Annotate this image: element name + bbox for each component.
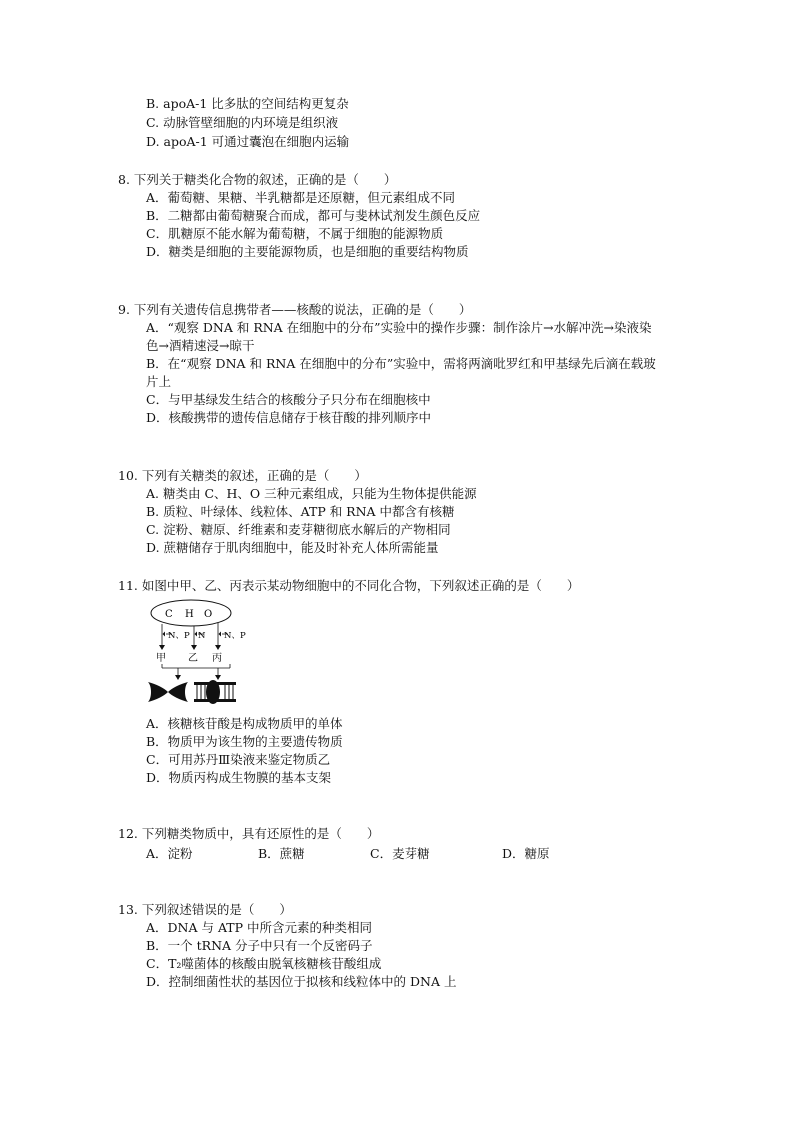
q13-option-b: B．一个 tRNA 分子中只有一个反密码子 [146,938,373,953]
q9-option-c: C．与甲基绿发生结合的核酸分子只分布在细胞核中 [146,392,431,407]
q11-option-a: A．核糖核苷酸是构成物质甲的单体 [146,716,343,731]
q8-option-a: A．葡萄糖、果糖、半乳糖都是还原糖，但元素组成不同 [146,190,456,205]
label-jia: 甲 [156,653,166,664]
q11-option-c: C．可用苏丹Ⅲ染液来鉴定物质乙 [146,752,331,767]
q7-option-c: C. 动脉管壁细胞的内环境是组织液 [146,115,339,130]
q10-stem: 10. 下列有关糖类的叙述，正确的是（ ） [118,468,367,483]
element-o: O [204,609,213,620]
q13-option-d: D．控制细菌性状的基因位于拟核和线粒体中的 DNA 上 [146,974,457,989]
q9-option-a-line2: 色→酒精速浸→晾干 [146,338,255,353]
q11-option-d: D．物质丙构成生物膜的基本支架 [146,770,332,785]
membrane-icon [194,680,236,704]
q9-stem: 9. 下列有关遗传信息携带者——核酸的说法，正确的是（ ） [118,302,472,317]
q11-stem: 11. 如图中甲、乙、丙表示某动物细胞中的不同化合物，下列叙述正确的是（ ） [118,578,580,593]
q8-option-b: B．二糖都由葡萄糖聚合而成，都可与斐林试剂发生颜色反应 [146,208,481,223]
q8-option-c: C．肌糖原不能水解为葡萄糖，不属于细胞的能源物质 [146,226,444,241]
q9-option-b-line2: 片上 [146,374,172,389]
q11-option-b: B．物质甲为该生物的主要遗传物质 [146,734,343,749]
compound-diagram [146,598,246,710]
q13-stem: 13. 下列叙述错误的是（ ） [118,902,292,917]
q12-option-a: A．淀粉 [146,846,193,861]
q10-option-b: B. 质粒、叶绿体、线粒体、ATP 和 RNA 中都含有核糖 [146,504,455,519]
element-c: C [165,609,173,620]
q12-stem: 12. 下列糖类物质中，具有还原性的是（ ） [118,826,380,841]
q13-option-c: C．T₂噬菌体的核酸由脱氧核糖核苷酸组成 [146,956,382,971]
label-n: N [198,631,206,641]
chromosome-icon [148,682,188,702]
q10-option-d: D. 蔗糖储存于肌肉细胞中，能及时补充人体所需能量 [146,540,439,555]
q12-option-c: C．麦芽糖 [370,846,430,861]
q8-option-d: D．糖类是细胞的主要能源物质，也是细胞的重要结构物质 [146,244,469,259]
q9-option-b-line1: B．在“观察 DNA 和 RNA 在细胞中的分布”实验中，需将两滴吡罗红和甲基绿先后滴在载玻 [146,356,656,371]
q8-stem: 8. 下列关于糖类化合物的叙述，正确的是（ ） [118,172,397,187]
label-np-left: N、P [168,631,190,641]
element-h: H [185,609,194,620]
label-bing: 丙 [212,653,222,664]
q13-option-a: A．DNA 与 ATP 中所含元素的种类相同 [146,920,373,935]
q12-option-b: B．蔗糖 [258,846,305,861]
label-np-right: N、P [224,631,246,641]
q7-option-b: B. apoA-1 比多肽的空间结构更复杂 [146,96,349,111]
q9-option-a-line1: A．“观察 DNA 和 RNA 在细胞中的分布”实验中的操作步骤：制作涂片→水解冲洗→染液染 [146,320,652,335]
q12-option-d: D．糖原 [502,846,550,861]
q9-option-d: D．核酸携带的遗传信息储存于核苷酸的排列顺序中 [146,410,432,425]
label-yi: 乙 [188,653,198,664]
q7-option-d: D. apoA-1 可通过囊泡在细胞内运输 [146,134,350,149]
q10-option-c: C. 淀粉、糖原、纤维素和麦芽糖彻底水解后的产物相同 [146,522,451,537]
q10-option-a: A. 糖类由 C、H、O 三种元素组成，只能为生物体提供能源 [146,486,477,501]
